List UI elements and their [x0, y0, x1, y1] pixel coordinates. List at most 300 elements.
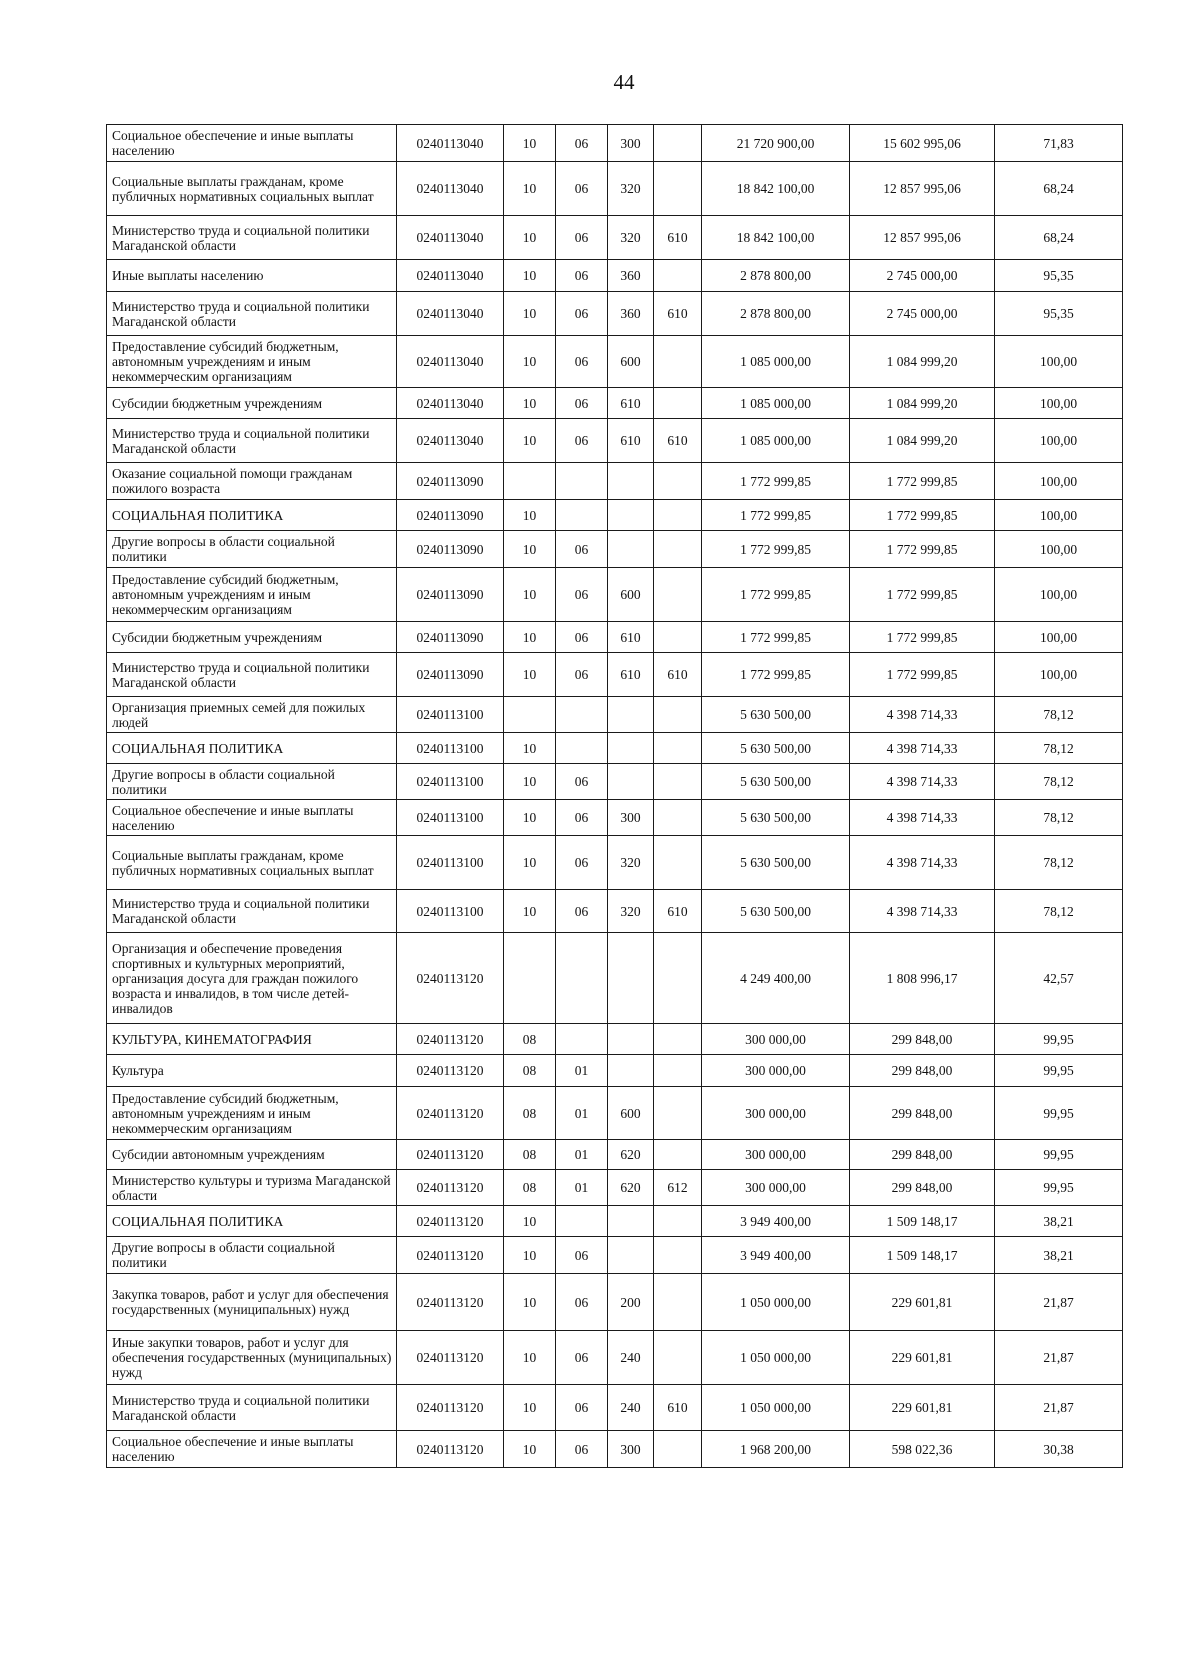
- cell-expense-type: 300: [608, 125, 654, 162]
- cell-actual-amount: 299 848,00: [850, 1087, 995, 1140]
- cell-name: Министерство труда и социальной политики Магаданской области: [107, 1385, 397, 1431]
- cell-section: 10: [504, 260, 556, 292]
- cell-actual-amount: 229 601,81: [850, 1274, 995, 1331]
- cell-percent: 100,00: [995, 622, 1123, 653]
- table-row: [107, 1055, 1123, 1087]
- table-row: [107, 500, 1123, 531]
- cell-subsection: 06: [556, 336, 608, 388]
- cell-admin-code: 610: [654, 890, 702, 933]
- table-row: [107, 800, 1123, 836]
- cell-name: Социальные выплаты гражданам, кроме публичных нормативных социальных выплат: [107, 836, 397, 890]
- cell-code: 0240113040: [397, 216, 504, 260]
- cell-section: 10: [504, 388, 556, 419]
- cell-code: 0240113100: [397, 697, 504, 733]
- cell-planned-amount: 1 772 999,85: [702, 531, 850, 568]
- cell-code: 0240113120: [397, 1087, 504, 1140]
- cell-code: 0240113090: [397, 531, 504, 568]
- cell-subsection: 06: [556, 1237, 608, 1274]
- cell-actual-amount: 4 398 714,33: [850, 764, 995, 800]
- cell-expense-type: [608, 1024, 654, 1055]
- cell-name: Социальное обеспечение и иные выплаты населению: [107, 1431, 397, 1468]
- cell-subsection: 06: [556, 568, 608, 622]
- cell-name: Предоставление субсидий бюджетным, автономным учреждениям и иным некоммерческим организациям: [107, 336, 397, 388]
- table-row: [107, 1385, 1123, 1431]
- budget-table-body: [107, 125, 1123, 1468]
- cell-expense-type: 240: [608, 1385, 654, 1431]
- cell-percent: 99,95: [995, 1170, 1123, 1206]
- table-row: [107, 1140, 1123, 1170]
- cell-code: 0240113040: [397, 292, 504, 336]
- cell-actual-amount: 1 509 148,17: [850, 1237, 995, 1274]
- cell-planned-amount: 300 000,00: [702, 1140, 850, 1170]
- cell-expense-type: [608, 1206, 654, 1237]
- cell-section: 10: [504, 622, 556, 653]
- cell-section: [504, 697, 556, 733]
- cell-expense-type: 600: [608, 568, 654, 622]
- cell-actual-amount: 1 772 999,85: [850, 653, 995, 697]
- table-row: [107, 388, 1123, 419]
- cell-admin-code: [654, 1431, 702, 1468]
- cell-percent: 100,00: [995, 336, 1123, 388]
- cell-subsection: [556, 697, 608, 733]
- table-row: [107, 568, 1123, 622]
- table-row: [107, 292, 1123, 336]
- cell-name: СОЦИАЛЬНАЯ ПОЛИТИКА: [107, 500, 397, 531]
- cell-subsection: 06: [556, 890, 608, 933]
- table-row: [107, 836, 1123, 890]
- cell-code: 0240113120: [397, 1274, 504, 1331]
- cell-subsection: [556, 1024, 608, 1055]
- cell-section: 10: [504, 216, 556, 260]
- cell-name: Организация и обеспечение проведения спортивных и культурных мероприятий, организация досуга для граждан пожилого возраста и инвалидов, в том числе детей-инвалидов: [107, 933, 397, 1024]
- table-row: [107, 1274, 1123, 1331]
- cell-percent: 38,21: [995, 1237, 1123, 1274]
- cell-name: Министерство труда и социальной политики Магаданской области: [107, 890, 397, 933]
- cell-expense-type: [608, 1055, 654, 1087]
- cell-actual-amount: 15 602 995,06: [850, 125, 995, 162]
- cell-name: Предоставление субсидий бюджетным, автономным учреждениям и иным некоммерческим организациям: [107, 568, 397, 622]
- cell-actual-amount: 4 398 714,33: [850, 733, 995, 764]
- cell-name: Министерство культуры и туризма Магаданской области: [107, 1170, 397, 1206]
- table-row: [107, 1331, 1123, 1385]
- cell-planned-amount: 5 630 500,00: [702, 836, 850, 890]
- cell-section: 10: [504, 1385, 556, 1431]
- cell-section: 10: [504, 500, 556, 531]
- cell-section: 10: [504, 653, 556, 697]
- cell-percent: 100,00: [995, 419, 1123, 463]
- cell-percent: 100,00: [995, 463, 1123, 500]
- cell-planned-amount: 1 085 000,00: [702, 419, 850, 463]
- cell-code: 0240113120: [397, 1331, 504, 1385]
- cell-expense-type: 240: [608, 1331, 654, 1385]
- cell-expense-type: [608, 697, 654, 733]
- cell-planned-amount: 1 772 999,85: [702, 463, 850, 500]
- cell-planned-amount: 300 000,00: [702, 1055, 850, 1087]
- cell-name: Организация приемных семей для пожилых людей: [107, 697, 397, 733]
- cell-code: 0240113040: [397, 419, 504, 463]
- cell-percent: 78,12: [995, 733, 1123, 764]
- cell-section: 08: [504, 1055, 556, 1087]
- cell-expense-type: 620: [608, 1170, 654, 1206]
- cell-planned-amount: 18 842 100,00: [702, 162, 850, 216]
- cell-expense-type: 300: [608, 1431, 654, 1468]
- cell-expense-type: 360: [608, 292, 654, 336]
- cell-code: 0240113100: [397, 890, 504, 933]
- table-row: [107, 260, 1123, 292]
- cell-admin-code: 610: [654, 653, 702, 697]
- cell-code: 0240113120: [397, 1024, 504, 1055]
- cell-percent: 42,57: [995, 933, 1123, 1024]
- cell-name: Социальное обеспечение и иные выплаты населению: [107, 800, 397, 836]
- cell-section: 10: [504, 800, 556, 836]
- cell-actual-amount: 4 398 714,33: [850, 890, 995, 933]
- cell-admin-code: [654, 531, 702, 568]
- cell-admin-code: [654, 622, 702, 653]
- cell-subsection: 01: [556, 1055, 608, 1087]
- cell-planned-amount: 1 772 999,85: [702, 568, 850, 622]
- cell-name: СОЦИАЛЬНАЯ ПОЛИТИКА: [107, 1206, 397, 1237]
- cell-actual-amount: 229 601,81: [850, 1331, 995, 1385]
- cell-code: 0240113120: [397, 1385, 504, 1431]
- cell-actual-amount: 12 857 995,06: [850, 162, 995, 216]
- cell-planned-amount: 5 630 500,00: [702, 697, 850, 733]
- cell-name: Культура: [107, 1055, 397, 1087]
- cell-planned-amount: 3 949 400,00: [702, 1206, 850, 1237]
- cell-planned-amount: 1 050 000,00: [702, 1274, 850, 1331]
- cell-admin-code: 610: [654, 1385, 702, 1431]
- cell-planned-amount: 1 085 000,00: [702, 388, 850, 419]
- cell-expense-type: 360: [608, 260, 654, 292]
- cell-subsection: [556, 733, 608, 764]
- cell-subsection: 06: [556, 162, 608, 216]
- cell-planned-amount: 1 772 999,85: [702, 500, 850, 531]
- cell-section: 10: [504, 836, 556, 890]
- cell-actual-amount: 1 772 999,85: [850, 463, 995, 500]
- cell-actual-amount: 229 601,81: [850, 1385, 995, 1431]
- budget-table: [106, 124, 1123, 1468]
- cell-expense-type: [608, 531, 654, 568]
- cell-percent: 99,95: [995, 1087, 1123, 1140]
- cell-expense-type: [608, 1237, 654, 1274]
- cell-subsection: 06: [556, 800, 608, 836]
- cell-actual-amount: 299 848,00: [850, 1024, 995, 1055]
- cell-code: 0240113100: [397, 733, 504, 764]
- cell-expense-type: 300: [608, 800, 654, 836]
- cell-percent: 78,12: [995, 697, 1123, 733]
- cell-admin-code: [654, 836, 702, 890]
- cell-subsection: 06: [556, 1431, 608, 1468]
- cell-section: 10: [504, 733, 556, 764]
- cell-name: Министерство труда и социальной политики Магаданской области: [107, 653, 397, 697]
- cell-code: 0240113090: [397, 622, 504, 653]
- cell-name: Другие вопросы в области социальной политики: [107, 764, 397, 800]
- cell-section: 10: [504, 1431, 556, 1468]
- table-row: [107, 531, 1123, 568]
- cell-admin-code: [654, 1055, 702, 1087]
- cell-name: Иные закупки товаров, работ и услуг для обеспечения государственных (муниципальных) нужд: [107, 1331, 397, 1385]
- cell-section: 10: [504, 764, 556, 800]
- cell-planned-amount: 5 630 500,00: [702, 800, 850, 836]
- cell-actual-amount: 1 772 999,85: [850, 622, 995, 653]
- cell-subsection: [556, 463, 608, 500]
- cell-name: Социальное обеспечение и иные выплаты населению: [107, 125, 397, 162]
- cell-subsection: 06: [556, 836, 608, 890]
- cell-expense-type: 610: [608, 388, 654, 419]
- cell-actual-amount: 1 084 999,20: [850, 336, 995, 388]
- cell-name: Министерство труда и социальной политики Магаданской области: [107, 292, 397, 336]
- cell-code: 0240113040: [397, 388, 504, 419]
- cell-percent: 71,83: [995, 125, 1123, 162]
- cell-actual-amount: 598 022,36: [850, 1431, 995, 1468]
- table-row: [107, 1024, 1123, 1055]
- cell-code: 0240113100: [397, 764, 504, 800]
- table-row: [107, 463, 1123, 500]
- cell-expense-type: [608, 733, 654, 764]
- cell-expense-type: 600: [608, 336, 654, 388]
- cell-percent: 21,87: [995, 1385, 1123, 1431]
- cell-code: 0240113040: [397, 336, 504, 388]
- cell-admin-code: [654, 1331, 702, 1385]
- cell-code: 0240113090: [397, 568, 504, 622]
- cell-actual-amount: 299 848,00: [850, 1140, 995, 1170]
- cell-planned-amount: 1 772 999,85: [702, 622, 850, 653]
- table-row: [107, 1431, 1123, 1468]
- cell-subsection: 06: [556, 1385, 608, 1431]
- cell-admin-code: [654, 933, 702, 1024]
- cell-planned-amount: 18 842 100,00: [702, 216, 850, 260]
- cell-code: 0240113120: [397, 933, 504, 1024]
- cell-admin-code: [654, 1140, 702, 1170]
- cell-percent: 78,12: [995, 800, 1123, 836]
- cell-admin-code: [654, 733, 702, 764]
- table-row: [107, 890, 1123, 933]
- cell-actual-amount: 299 848,00: [850, 1055, 995, 1087]
- table-row: [107, 125, 1123, 162]
- table-row: [107, 697, 1123, 733]
- cell-section: 10: [504, 419, 556, 463]
- cell-actual-amount: 1 084 999,20: [850, 388, 995, 419]
- cell-expense-type: 600: [608, 1087, 654, 1140]
- cell-name: Другие вопросы в области социальной политики: [107, 1237, 397, 1274]
- cell-admin-code: [654, 800, 702, 836]
- cell-planned-amount: 300 000,00: [702, 1087, 850, 1140]
- cell-subsection: [556, 933, 608, 1024]
- cell-subsection: 06: [556, 531, 608, 568]
- cell-planned-amount: 4 249 400,00: [702, 933, 850, 1024]
- cell-percent: 95,35: [995, 260, 1123, 292]
- cell-section: 10: [504, 125, 556, 162]
- cell-percent: 78,12: [995, 890, 1123, 933]
- cell-admin-code: [654, 1237, 702, 1274]
- cell-admin-code: [654, 1274, 702, 1331]
- cell-section: 10: [504, 336, 556, 388]
- cell-code: 0240113100: [397, 836, 504, 890]
- cell-percent: 38,21: [995, 1206, 1123, 1237]
- cell-planned-amount: 21 720 900,00: [702, 125, 850, 162]
- cell-code: 0240113120: [397, 1140, 504, 1170]
- cell-expense-type: [608, 764, 654, 800]
- cell-section: 10: [504, 531, 556, 568]
- cell-name: Субсидии бюджетным учреждениям: [107, 622, 397, 653]
- cell-section: 10: [504, 568, 556, 622]
- cell-subsection: 06: [556, 1274, 608, 1331]
- table-row: [107, 419, 1123, 463]
- cell-subsection: 06: [556, 388, 608, 419]
- cell-actual-amount: 299 848,00: [850, 1170, 995, 1206]
- cell-actual-amount: 1 509 148,17: [850, 1206, 995, 1237]
- cell-section: 08: [504, 1087, 556, 1140]
- cell-name: КУЛЬТУРА, КИНЕМАТОГРАФИЯ: [107, 1024, 397, 1055]
- cell-code: 0240113040: [397, 162, 504, 216]
- cell-percent: 68,24: [995, 216, 1123, 260]
- cell-section: 10: [504, 1237, 556, 1274]
- cell-percent: 100,00: [995, 568, 1123, 622]
- cell-expense-type: 610: [608, 653, 654, 697]
- cell-subsection: 01: [556, 1170, 608, 1206]
- table-row: [107, 1237, 1123, 1274]
- cell-admin-code: [654, 260, 702, 292]
- cell-expense-type: 320: [608, 162, 654, 216]
- cell-expense-type: [608, 933, 654, 1024]
- cell-admin-code: [654, 388, 702, 419]
- cell-name: СОЦИАЛЬНАЯ ПОЛИТИКА: [107, 733, 397, 764]
- cell-percent: 100,00: [995, 388, 1123, 419]
- cell-name: Предоставление субсидий бюджетным, автономным учреждениям и иным некоммерческим организациям: [107, 1087, 397, 1140]
- cell-admin-code: [654, 1206, 702, 1237]
- cell-subsection: [556, 500, 608, 531]
- cell-expense-type: 620: [608, 1140, 654, 1170]
- cell-actual-amount: 1 772 999,85: [850, 500, 995, 531]
- cell-planned-amount: 300 000,00: [702, 1024, 850, 1055]
- cell-planned-amount: 1 772 999,85: [702, 653, 850, 697]
- table-row: [107, 216, 1123, 260]
- table-row: [107, 162, 1123, 216]
- cell-admin-code: [654, 568, 702, 622]
- cell-subsection: 06: [556, 125, 608, 162]
- cell-code: 0240113100: [397, 800, 504, 836]
- cell-planned-amount: 5 630 500,00: [702, 733, 850, 764]
- cell-section: [504, 933, 556, 1024]
- cell-section: [504, 463, 556, 500]
- cell-name: Министерство труда и социальной политики Магаданской области: [107, 419, 397, 463]
- cell-section: 10: [504, 1274, 556, 1331]
- table-row: [107, 653, 1123, 697]
- cell-name: Закупка товаров, работ и услуг для обеспечения государственных (муниципальных) нужд: [107, 1274, 397, 1331]
- cell-code: 0240113090: [397, 463, 504, 500]
- table-row: [107, 622, 1123, 653]
- cell-actual-amount: 4 398 714,33: [850, 697, 995, 733]
- cell-admin-code: [654, 463, 702, 500]
- cell-admin-code: [654, 697, 702, 733]
- cell-name: Субсидии бюджетным учреждениям: [107, 388, 397, 419]
- cell-planned-amount: 1 968 200,00: [702, 1431, 850, 1468]
- cell-code: 0240113120: [397, 1206, 504, 1237]
- cell-section: 10: [504, 292, 556, 336]
- cell-percent: 78,12: [995, 836, 1123, 890]
- cell-section: 08: [504, 1170, 556, 1206]
- cell-planned-amount: 5 630 500,00: [702, 890, 850, 933]
- cell-actual-amount: 4 398 714,33: [850, 836, 995, 890]
- cell-percent: 99,95: [995, 1140, 1123, 1170]
- table-row: [107, 764, 1123, 800]
- cell-name: Министерство труда и социальной политики Магаданской области: [107, 216, 397, 260]
- cell-subsection: 06: [556, 1331, 608, 1385]
- cell-planned-amount: 3 949 400,00: [702, 1237, 850, 1274]
- table-row: [107, 1087, 1123, 1140]
- cell-name: Иные выплаты населению: [107, 260, 397, 292]
- cell-percent: 30,38: [995, 1431, 1123, 1468]
- cell-admin-code: [654, 162, 702, 216]
- cell-admin-code: [654, 1087, 702, 1140]
- cell-actual-amount: 1 772 999,85: [850, 531, 995, 568]
- table-row: [107, 733, 1123, 764]
- cell-code: 0240113090: [397, 653, 504, 697]
- cell-admin-code: [654, 125, 702, 162]
- table-row: [107, 1206, 1123, 1237]
- cell-subsection: 06: [556, 653, 608, 697]
- cell-expense-type: 320: [608, 836, 654, 890]
- cell-expense-type: 320: [608, 890, 654, 933]
- cell-actual-amount: 2 745 000,00: [850, 292, 995, 336]
- page-number: 44: [613, 70, 635, 94]
- cell-expense-type: 320: [608, 216, 654, 260]
- cell-percent: 100,00: [995, 653, 1123, 697]
- cell-expense-type: [608, 500, 654, 531]
- cell-section: 10: [504, 162, 556, 216]
- cell-admin-code: 612: [654, 1170, 702, 1206]
- cell-admin-code: 610: [654, 292, 702, 336]
- cell-actual-amount: 1 808 996,17: [850, 933, 995, 1024]
- cell-subsection: 06: [556, 419, 608, 463]
- cell-planned-amount: 5 630 500,00: [702, 764, 850, 800]
- cell-subsection: 06: [556, 292, 608, 336]
- cell-expense-type: [608, 463, 654, 500]
- cell-expense-type: 610: [608, 419, 654, 463]
- cell-subsection: 06: [556, 260, 608, 292]
- cell-admin-code: 610: [654, 419, 702, 463]
- cell-planned-amount: 2 878 800,00: [702, 260, 850, 292]
- cell-subsection: 06: [556, 622, 608, 653]
- cell-section: 10: [504, 1206, 556, 1237]
- cell-admin-code: [654, 336, 702, 388]
- cell-percent: 99,95: [995, 1055, 1123, 1087]
- cell-percent: 78,12: [995, 764, 1123, 800]
- cell-name: Субсидии автономным учреждениям: [107, 1140, 397, 1170]
- cell-section: 08: [504, 1024, 556, 1055]
- cell-code: 0240113120: [397, 1237, 504, 1274]
- cell-percent: 21,87: [995, 1274, 1123, 1331]
- cell-code: 0240113120: [397, 1170, 504, 1206]
- cell-percent: 95,35: [995, 292, 1123, 336]
- cell-percent: 21,87: [995, 1331, 1123, 1385]
- cell-percent: 100,00: [995, 500, 1123, 531]
- cell-admin-code: [654, 1024, 702, 1055]
- cell-planned-amount: 1 050 000,00: [702, 1331, 850, 1385]
- cell-code: 0240113040: [397, 125, 504, 162]
- cell-subsection: 06: [556, 216, 608, 260]
- cell-actual-amount: 2 745 000,00: [850, 260, 995, 292]
- cell-code: 0240113120: [397, 1431, 504, 1468]
- cell-subsection: 01: [556, 1087, 608, 1140]
- cell-percent: 99,95: [995, 1024, 1123, 1055]
- cell-planned-amount: 2 878 800,00: [702, 292, 850, 336]
- cell-actual-amount: 1 084 999,20: [850, 419, 995, 463]
- cell-admin-code: 610: [654, 216, 702, 260]
- cell-percent: 68,24: [995, 162, 1123, 216]
- cell-actual-amount: 1 772 999,85: [850, 568, 995, 622]
- cell-expense-type: 610: [608, 622, 654, 653]
- table-row: [107, 933, 1123, 1024]
